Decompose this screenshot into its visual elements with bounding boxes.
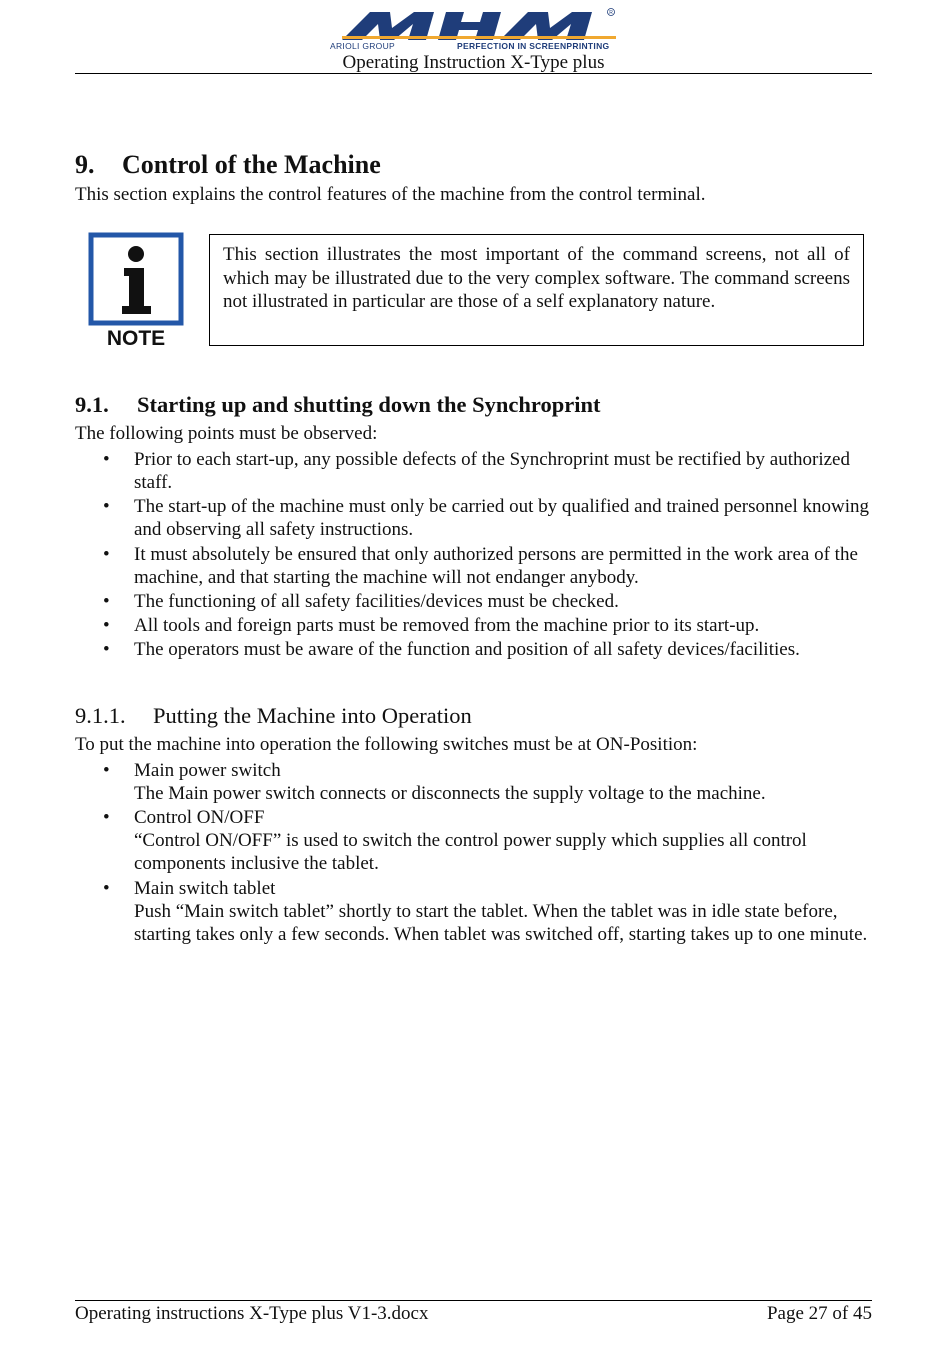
section-number: 9.1. [75,392,109,417]
page-footer [75,1300,872,1324]
switch-title: Main switch tablet [134,877,276,899]
info-note-icon [88,232,188,352]
bullet-icon: • [103,877,110,899]
section-number: 9. [75,150,95,179]
page-header [75,6,872,74]
list-item [75,759,875,805]
section-9-1-1-intro: To put the machine into operation the following switches must be at ON-Position: [75,734,698,755]
section-9-1-intro: The following points must be observed: [75,423,378,444]
footer-filename: Operating instructions X-Type plus V1-3.docx [75,1303,429,1324]
switch-description: The Main power switch connects or disconnects the supply voltage to the machine. [134,783,766,804]
list-item: • All tools and foreign parts must be removed from the machine prior to its start-up. [103,615,760,637]
page-number: Page 27 of 45 [766,1303,872,1324]
header-title: Operating Instruction X-Type plus [342,52,605,73]
bullet-icon: • [103,496,110,518]
section-title: Control of the Machine [122,150,381,179]
switch-description: Push “Main switch tablet” shortly to start the tablet. When the tablet was in idle state before, starting takes only a few seconds. When tablet was switched off, starting takes up to one minute. [134,900,868,945]
list-item: • The start-up of the machine must only be carried out by qualified and trained personnel knowing and observing all safety instructions. [103,496,869,541]
list-item: • It must absolutely be ensured that only authorized persons are permitted in the work area of the machine, and that starting the machine will not endanger anybody. [103,543,858,588]
list-item: • The functioning of all safety facilities/devices must be checked. [103,590,619,612]
svg-text:R: R [609,10,613,16]
note-text: This section illustrates the most important of the command screens, not all of which may be illustrated due to the very complex software. The command screens not illustrated in particular are those of a self explanatory nature. [223,244,850,312]
bullet-icon: • [103,639,110,661]
logo-tagline: PERFECTION IN SCREENPRINTING [457,41,610,51]
bullet-icon: • [103,543,110,565]
logo-group-text: ARIOLI GROUP [330,41,396,51]
section-9-heading [75,150,381,180]
switch-list [75,759,875,947]
section-title: Putting the Machine into Operation [153,703,472,728]
section-9-intro: This section explains the control features of the machine from the control terminal. [75,184,706,205]
switch-description: “Control ON/OFF” is used to switch the control power supply which supplies all control components inclusive the tablet. [134,830,807,875]
list-item [75,877,875,946]
note-icon-label: NOTE [106,327,166,350]
bullet-icon: • [103,760,110,781]
note-box [209,234,864,346]
switch-title: Main power switch [134,760,281,781]
bullet-icon: • [103,807,110,829]
list-item: • The operators must be aware of the function and position of all safety devices/facilities. [103,639,800,661]
section-9-1-heading [75,392,600,418]
section-title: Starting up and shutting down the Synchroprint [137,392,601,417]
section-9-1-1-heading [75,703,472,729]
switch-title: Control ON/OFF [134,807,265,829]
bullet-icon: • [103,615,110,637]
section-number: 9.1.1. [75,703,126,728]
list-item [75,806,875,875]
bullet-icon: • [103,449,110,470]
bullet-icon: • [103,590,110,612]
list-item: • Prior to each start-up, any possible defects of the Synchroprint must be rectified by authorized staff. [103,449,850,493]
safety-bullet-list [75,448,875,663]
